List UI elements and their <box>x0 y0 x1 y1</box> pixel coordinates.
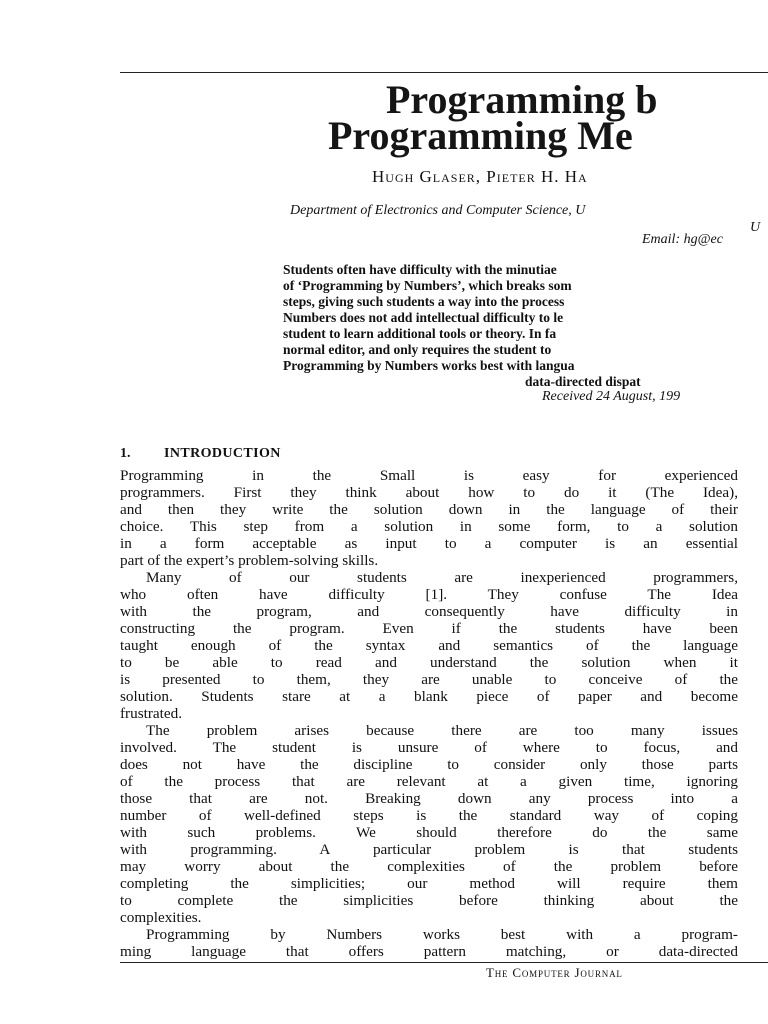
body-line: choice. This step from a solution in some form, to a solution <box>120 518 738 535</box>
body-line: in a form acceptable as input to a computer is an essential <box>120 535 738 552</box>
body-line: The problem arises because there are too many issues <box>146 722 738 739</box>
paper-title-line-1: Programming b <box>386 78 658 122</box>
header-rule <box>120 72 768 73</box>
body-line: may worry about the complexities of the problem before <box>120 858 738 875</box>
body-line: Programming by Numbers works best with a program- <box>146 926 738 943</box>
body-line: frustrated. <box>120 705 182 722</box>
section-number: 1. <box>120 446 131 461</box>
received-date: Received 24 August, 199 <box>542 389 681 404</box>
body-line: who often have difficulty [1]. They confuse The Idea <box>120 586 738 603</box>
body-line: does not have the discipline to consider only those parts <box>120 756 738 773</box>
body-line: complexities. <box>120 909 202 926</box>
body-line: part of the expert’s problem-solving skills. <box>120 552 379 569</box>
abstract-line: data-directed dispat <box>525 374 641 389</box>
abstract-line: Programming by Numbers works best with langua <box>283 358 575 373</box>
abstract-line: normal editor, and only requires the student to <box>283 342 552 357</box>
body-line: to complete the simplicities before thinking about the <box>120 892 738 909</box>
body-line: involved. The student is unsure of where to focus, and <box>120 739 738 756</box>
affiliation-line-1: Department of Electronics and Computer Science, U <box>290 203 586 218</box>
footer-rule <box>120 962 768 963</box>
body-line: of the process that are relevant at a given time, ignoring <box>120 773 738 790</box>
abstract-line: student to learn additional tools or theory. In fa <box>283 326 557 341</box>
abstract-line: Students often have difficulty with the minutiae <box>283 262 557 277</box>
body-line: with programming. A particular problem is that students <box>120 841 738 858</box>
section-heading: INTRODUCTION <box>164 446 281 461</box>
body-line: Many of our students are inexperienced programmers, <box>146 569 738 586</box>
body-line: Programming in the Small is easy for experienced <box>120 467 738 484</box>
body-line: is presented to them, they are unable to conceive of the <box>120 671 738 688</box>
body-line: programmers. First they think about how to do it (The Idea), <box>120 484 738 501</box>
abstract-line: of ‘Programming by Numbers’, which breaks som <box>283 278 572 293</box>
author-email: Email: hg@ec <box>642 232 723 247</box>
body-line: those that are not. Breaking down any process into a <box>120 790 738 807</box>
body-line: taught enough of the syntax and semantics of the language <box>120 637 738 654</box>
abstract-line: Numbers does not add intellectual difficulty to le <box>283 310 564 325</box>
body-line: with the program, and consequently have difficulty in <box>120 603 738 620</box>
body-line: and then they write the solution down in the language of their <box>120 501 738 518</box>
body-line: ming language that offers pattern matching, or data-directed <box>120 943 738 960</box>
body-line: with such problems. We should therefore do the same <box>120 824 738 841</box>
journal-footer: The Computer Journal <box>486 965 623 980</box>
body-line: solution. Students stare at a blank piece of paper and become <box>120 688 738 705</box>
body-line: constructing the program. Even if the students have been <box>120 620 738 637</box>
affiliation-line-2: U <box>750 220 761 235</box>
abstract-line: steps, giving such students a way into the process <box>283 294 565 309</box>
author-list: Hugh Glaser, Pieter H. Ha <box>372 167 588 186</box>
paper-title-line-2: Programming Me <box>328 114 633 158</box>
body-line: completing the simplicities; our method will require them <box>120 875 738 892</box>
body-line: to be able to read and understand the solution when it <box>120 654 738 671</box>
body-line: number of well-defined steps is the standard way of coping <box>120 807 738 824</box>
